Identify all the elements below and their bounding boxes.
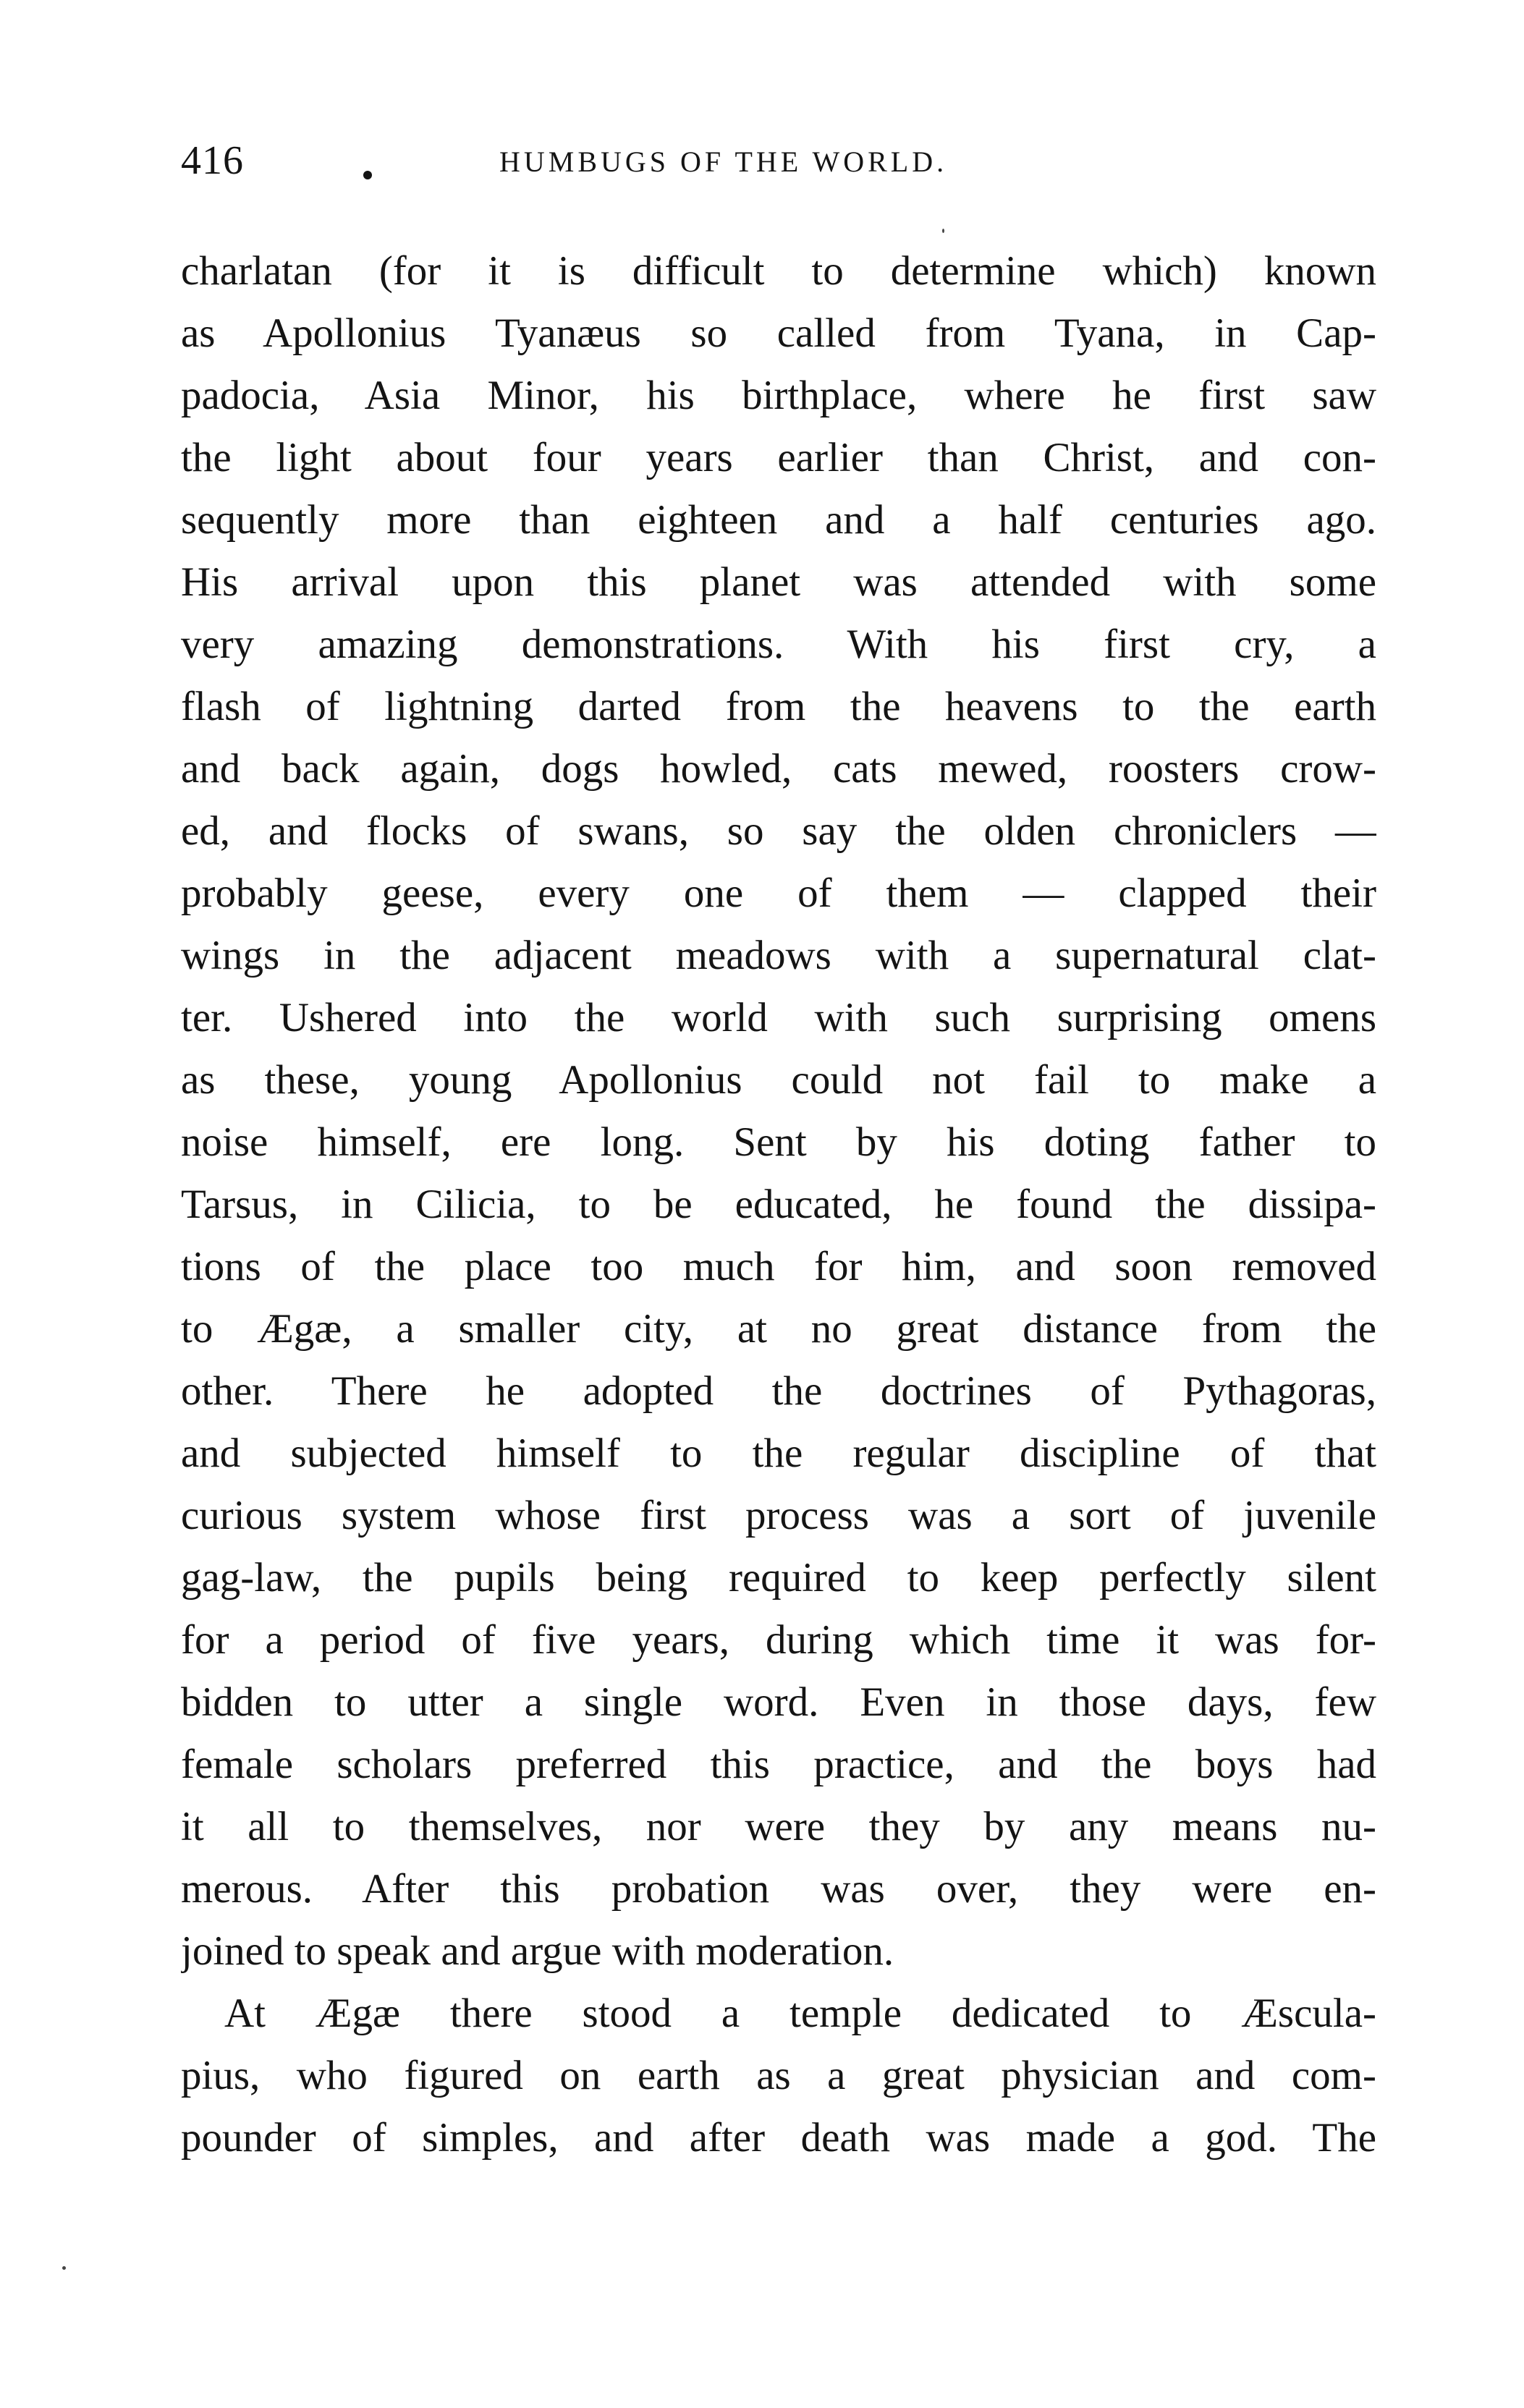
text-line: gag-law, the pupils being required to keep perfectly silent: [181, 1555, 1376, 1601]
text-line: ter. Ushered into the world with such surprising omens: [181, 995, 1376, 1040]
text-line: ed, and flocks of swans, so say the olden chroniclers —: [181, 808, 1376, 854]
page-header: [181, 137, 1375, 195]
text-line: merous. After this probation was over, they were en-: [181, 1866, 1376, 1912]
text-line: pius, who figured on earth as a great physician and com-: [181, 2053, 1376, 2098]
text-line: probably geese, every one of them — clapped their: [181, 870, 1376, 916]
text-line: curious system whose first process was a sort of juvenile: [181, 1493, 1376, 1538]
text-line: it all to themselves, nor were they by any means nu-: [181, 1804, 1376, 1849]
text-line: pounder of simples, and after death was made a god. The: [181, 2115, 1376, 2161]
text-line: to Ægæ, a smaller city, at no great distance from the: [181, 1306, 1376, 1352]
text-line: padocia, Asia Minor, his birthplace, where he first saw: [181, 373, 1376, 418]
text-line: joined to speak and argue with moderation.: [181, 1928, 894, 1974]
text-line: flash of lightning darted from the heavens to the earth: [181, 684, 1376, 729]
text-line: very amazing demonstrations. With his first cry, a: [181, 622, 1376, 667]
text-line: other. There he adopted the doctrines of Pythagoras,: [181, 1368, 1376, 1414]
text-line: sequently more than eighteen and a half centuries ago.: [181, 497, 1376, 543]
text-line: tions of the place too much for him, and soon removed: [181, 1244, 1376, 1289]
text-line: the light about four years earlier than Christ, and con-: [181, 435, 1376, 480]
print-speck: [62, 2266, 66, 2270]
running-title: HUMBUGS OF THE WORLD.: [499, 145, 948, 178]
body-text: [181, 240, 1376, 2169]
header-dot-mark: [363, 171, 372, 179]
paragraph-2: [181, 1983, 1376, 2169]
paragraph-1: [181, 240, 1376, 1983]
text-line: and subjected himself to the regular discipline of that: [181, 1430, 1376, 1476]
text-line: as Apollonius Tyanæus so called from Tyana, in Cap-: [181, 310, 1376, 356]
text-line: At Ægæ there stood a temple dedicated to Æscula-: [224, 1991, 1376, 2036]
text-line: noise himself, ere long. Sent by his doting father to: [181, 1119, 1376, 1165]
text-line: charlatan (for it is difficult to determine which) known: [181, 248, 1376, 294]
text-line: bidden to utter a single word. Even in those days, few: [181, 1679, 1376, 1725]
text-line: His arrival upon this planet was attended with some: [181, 559, 1376, 605]
print-speck: [942, 229, 944, 233]
page-number: 416: [181, 138, 244, 183]
text-line: Tarsus, in Cilicia, to be educated, he found the dissipa-: [181, 1182, 1376, 1227]
text-line: and back again, dogs howled, cats mewed, roosters crow-: [181, 746, 1376, 792]
text-line: as these, young Apollonius could not fail to make a: [181, 1057, 1376, 1103]
text-line: for a period of five years, during which time it was for-: [181, 1617, 1376, 1663]
text-line: wings in the adjacent meadows with a supernatural clat-: [181, 933, 1376, 978]
text-line: female scholars preferred this practice, and the boys had: [181, 1742, 1376, 1787]
